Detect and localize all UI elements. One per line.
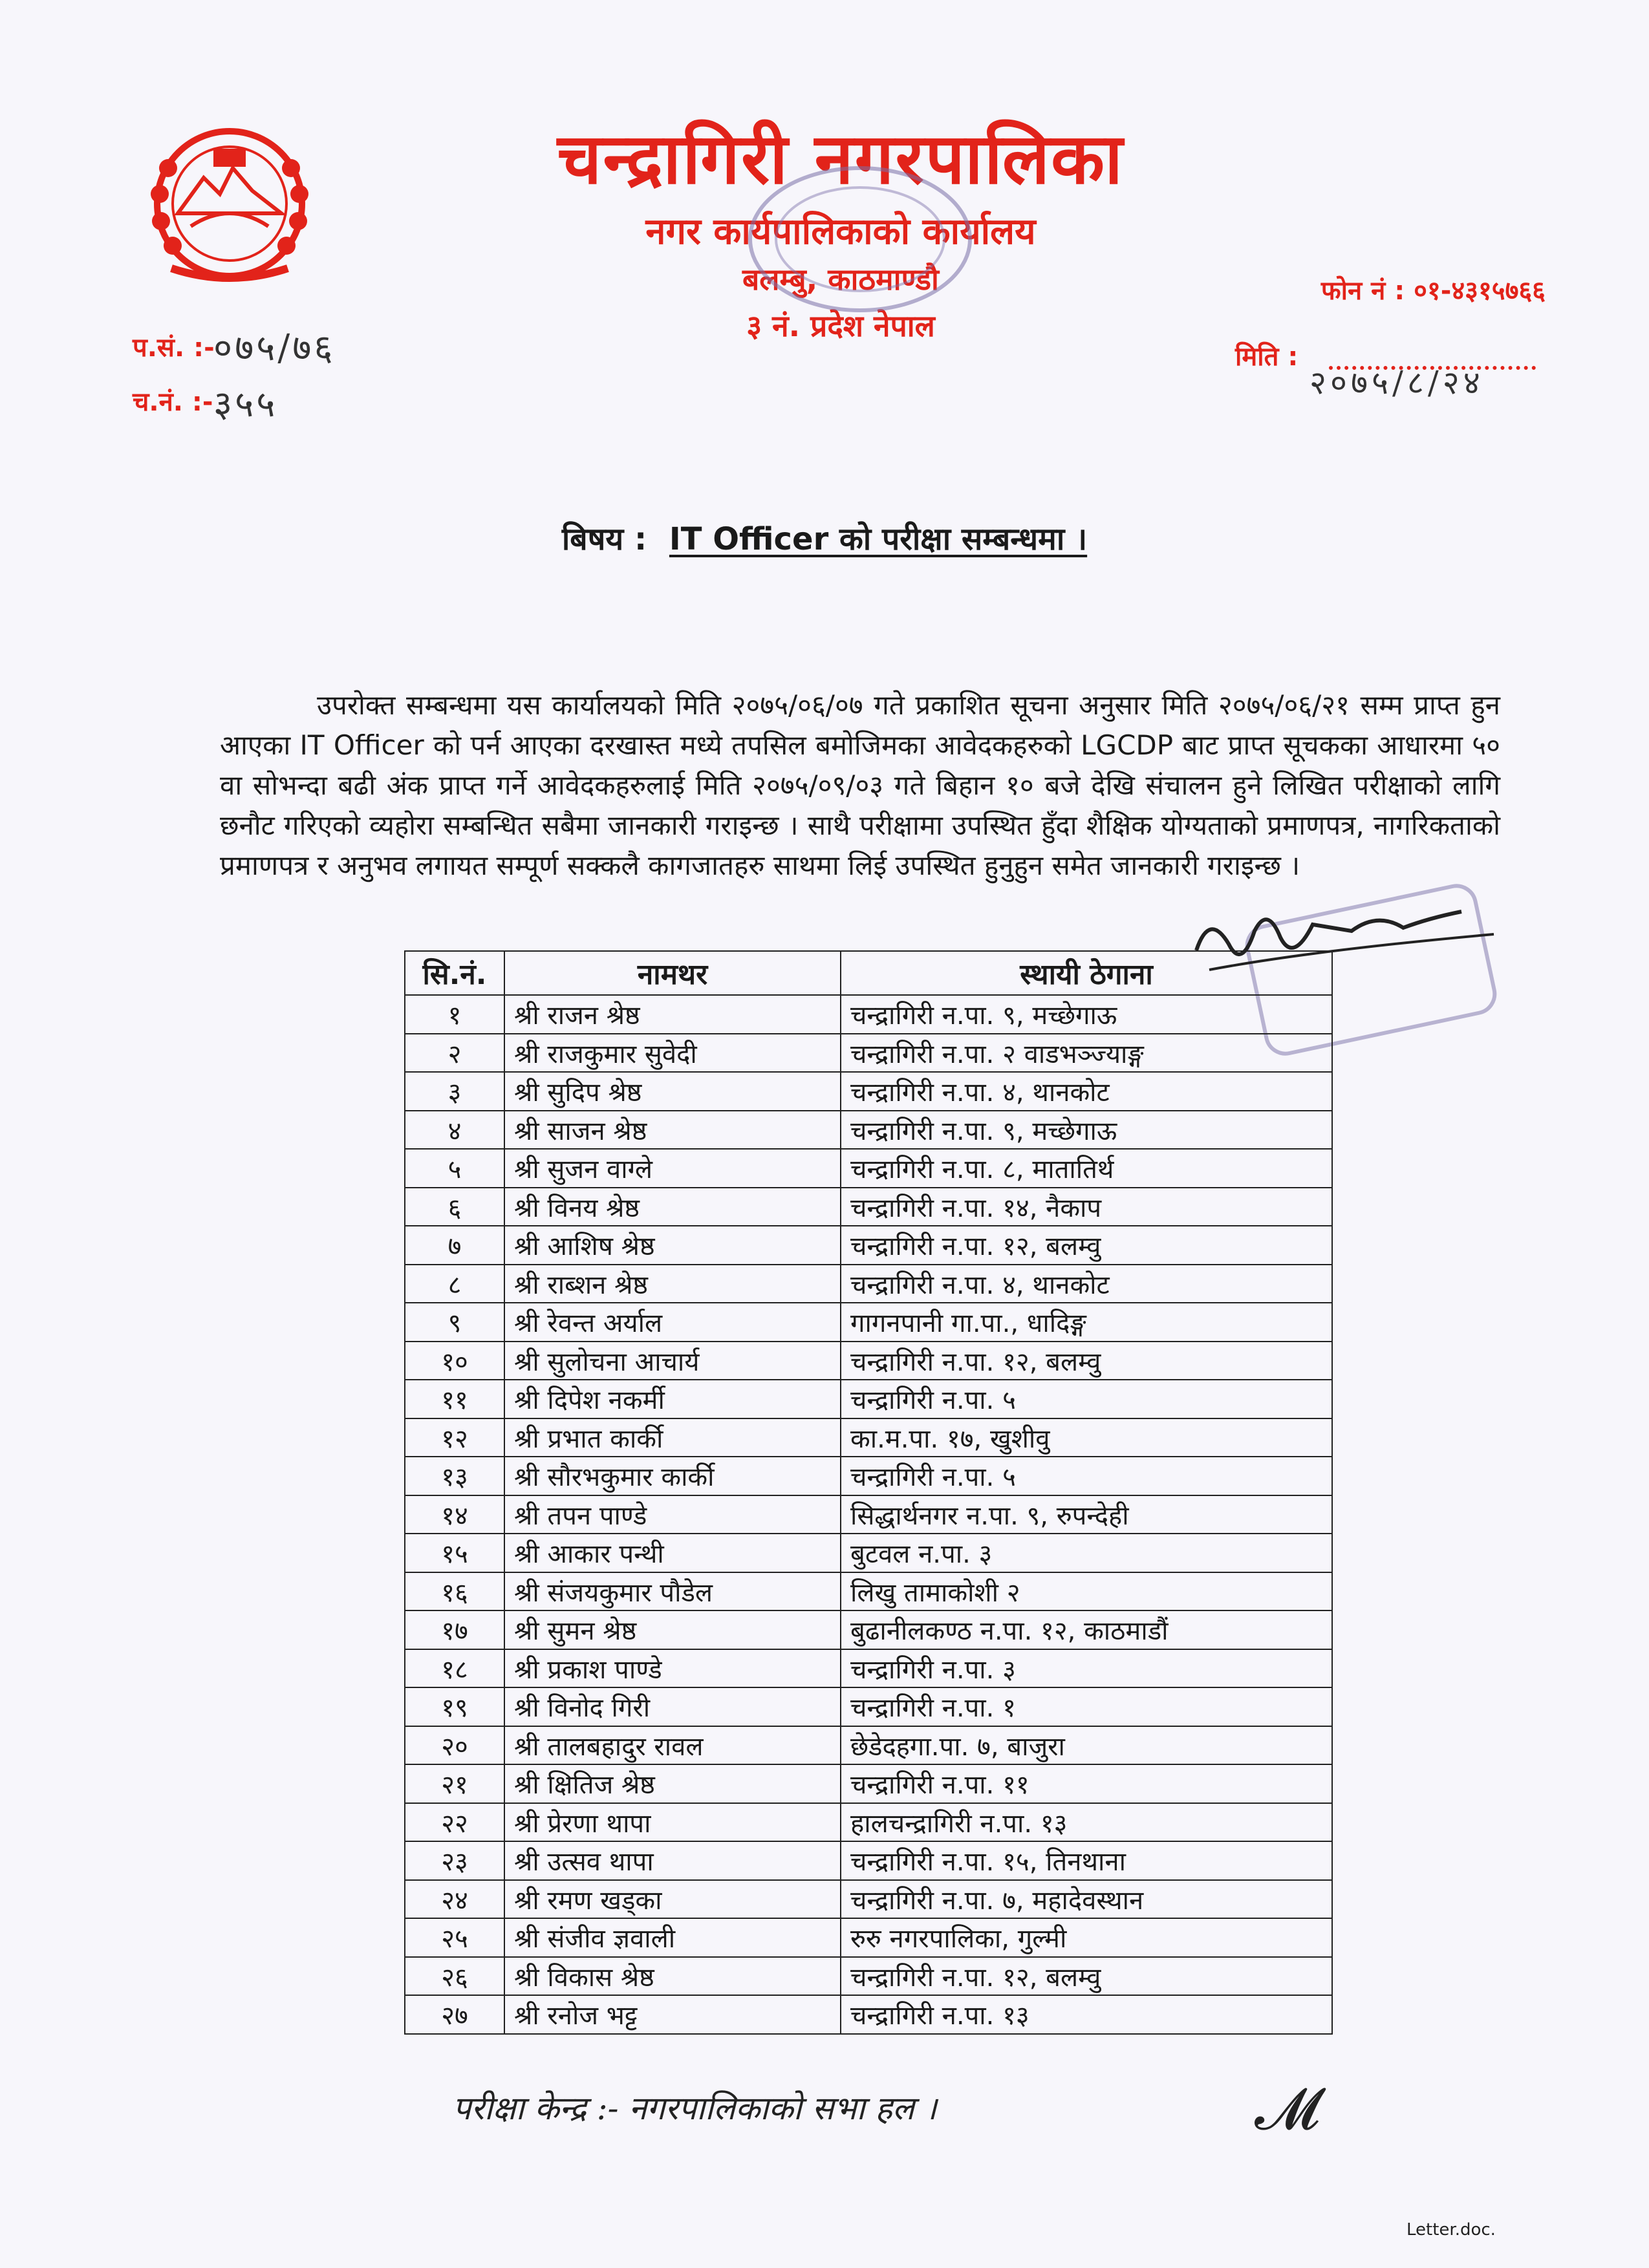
serial-cell: ११ (405, 1380, 504, 1418)
dispatch-label: च.नं. :- (133, 387, 213, 417)
name-cell: श्री सुमन श्रेष्ठ (504, 1610, 841, 1649)
name-cell: श्री राजन श्रेष्ठ (504, 995, 841, 1034)
name-cell: श्री रेवन्त अर्याल (504, 1303, 841, 1342)
name-cell: श्री सुजन वाग्ले (504, 1149, 841, 1188)
subject-line (0, 517, 1649, 559)
table-row (405, 1726, 1332, 1765)
serial-cell: २६ (405, 1957, 504, 1996)
address-cell: चन्द्रागिरी न.पा. २ वाडभञ्ज्याङ्ग (841, 1034, 1332, 1073)
address-cell: चन्द्रागिरी न.पा. ३ (841, 1649, 1332, 1688)
address-cell: चन्द्रागिरी न.पा. ५ (841, 1457, 1332, 1495)
table-row (405, 1495, 1332, 1534)
name-cell: श्री सुदिप श्रेष्ठ (504, 1072, 841, 1111)
address-cell: चन्द्रागिरी न.पा. १५, तिनथाना (841, 1841, 1332, 1880)
serial-cell: २७ (405, 1995, 504, 2034)
address-cell: चन्द्रागिरी न.पा. १ (841, 1687, 1332, 1726)
address-cell: चन्द्रागिरी न.पा. ९, मच्छेगाऊ (841, 995, 1332, 1034)
address-cell: चन्द्रागिरी न.पा. ८, मातातिर्थ (841, 1149, 1332, 1188)
reference-label: प.सं. :- (133, 333, 215, 363)
name-cell: श्री तालबहादुर रावल (504, 1726, 841, 1765)
table-row (405, 1111, 1332, 1150)
name-cell: श्री राब्शन श्रेष्ठ (504, 1265, 841, 1303)
serial-cell: १ (405, 995, 504, 1034)
address-cell: चन्द्रागिरी न.पा. १२, बलम्वु (841, 1957, 1332, 1996)
column-header-address: स्थायी ठेगाना (841, 951, 1332, 995)
name-cell: श्री सुलोचना आचार्य (504, 1342, 841, 1380)
name-cell: श्री साजन श्रेष्ठ (504, 1111, 841, 1150)
name-cell: श्री प्रकाश पाण्डे (504, 1649, 841, 1688)
address-cell: लिखु तामाकोशी २ (841, 1572, 1332, 1611)
serial-cell: ९ (405, 1303, 504, 1342)
address-cell: हालचन्द्रागिरी न.पा. १३ (841, 1803, 1332, 1842)
name-cell: श्री प्रेरणा थापा (504, 1803, 841, 1842)
address-cell: चन्द्रागिरी न.पा. ४, थानकोट (841, 1265, 1332, 1303)
office-stamp (724, 149, 996, 343)
subject-text: IT Officer को परीक्षा सम्बन्धमा । (669, 521, 1088, 557)
table-row (405, 1380, 1332, 1418)
subject-label: बिषय : (561, 521, 647, 557)
address-cell: चन्द्रागिरी न.पा. ११ (841, 1764, 1332, 1803)
name-cell: श्री राजकुमार सुवेदी (504, 1034, 841, 1073)
serial-cell: २० (405, 1726, 504, 1765)
table-row (405, 1149, 1332, 1188)
nepal-emblem-icon (133, 123, 327, 291)
name-cell: श्री रमण खड्का (504, 1880, 841, 1919)
applicants-table (404, 950, 1333, 2035)
table-row (405, 1034, 1332, 1073)
address-cell: का.म.पा. १७, खुशीवु (841, 1418, 1332, 1457)
serial-cell: ३ (405, 1072, 504, 1111)
table-row (405, 1342, 1332, 1380)
office-name: चन्द्रागिरी नगरपालिका (557, 119, 1125, 200)
name-cell: श्री क्षितिज श्रेष्ठ (504, 1764, 841, 1803)
table-row (405, 1188, 1332, 1226)
body-paragraph: उपरोक्त सम्बन्धमा यस कार्यालयको मिति २०७५/०६/०७ गते प्रकाशित सूचना अनुसार मिति २०७५/०६/२१ सम्म प्राप्त हुन आएका IT Officer को पर्न आएका दरखास्त मध्ये तपसिल बमोजिमका आवेदकहरुको LGCDP बाट प्राप्त सूचकका आधारमा ५० वा सोभन्दा बढी अंक प्राप्त गर्ने आवेदकहरुलाई मिति २०७५/०९/०३ गते बिहान १० बजे देखि संचालन हुने लिखित परीक्षाको लागि छनौट गरिएको व्यहोरा सम्बन्धित सबैमा जानकारी गराइन्छ । साथै परीक्षामा उपस्थित हुँदा शैक्षिक योग्यताको प्रमाणपत्र, नागरिकताको प्रमाणपत्र र अनुभव लगायत सम्पूर्ण सक्कलै कागजातहरु साथमा लिई उपस्थित हुनुहुन समेत जानकारी गराइन्छ । (220, 689, 1500, 881)
address-cell: चन्द्रागिरी न.पा. १२, बलम्वु (841, 1226, 1332, 1265)
date-value: २०७५/८/२४ (1310, 364, 1484, 401)
serial-cell: १८ (405, 1649, 504, 1688)
address-cell: छेडेदहगा.पा. ७, बाजुरा (841, 1726, 1332, 1765)
office-province: ३ नं. प्रदेश नेपाल (746, 308, 935, 343)
address-cell: बुढानीलकण्ठ न.पा. १२, काठमाडौं (841, 1610, 1332, 1649)
table-row (405, 1303, 1332, 1342)
table-row (405, 1418, 1332, 1457)
table-row (405, 1572, 1332, 1611)
table-row (405, 1880, 1332, 1919)
address-cell: चन्द्रागिरी न.पा. ९, मच्छेगाऊ (841, 1111, 1332, 1150)
table-row (405, 1265, 1332, 1303)
address-cell: चन्द्रागिरी न.पा. १३ (841, 1995, 1332, 2034)
address-cell: रुरु नगरपालिका, गुल्मी (841, 1918, 1332, 1957)
table-body (405, 995, 1332, 2034)
table-row (405, 1226, 1332, 1265)
address-cell: चन्द्रागिरी न.पा. १२, बलम्वु (841, 1342, 1332, 1380)
column-header-name: नामथर (504, 951, 841, 995)
address-cell: बुटवल न.पा. ३ (841, 1534, 1332, 1572)
table-row (405, 1957, 1332, 1996)
table-row (405, 1803, 1332, 1842)
phone-number: फोन नं : ०१-४३१५७६६ (1320, 276, 1546, 306)
name-cell: श्री विकास श्रेष्ठ (504, 1957, 841, 1996)
table-row (405, 995, 1332, 1034)
serial-cell: ८ (405, 1265, 504, 1303)
serial-cell: ५ (405, 1149, 504, 1188)
dispatch-number: ३५५ (213, 383, 278, 425)
serial-cell: १३ (405, 1457, 504, 1495)
table-row (405, 1918, 1332, 1957)
name-cell: श्री विनय श्रेष्ठ (504, 1188, 841, 1226)
serial-cell: १५ (405, 1534, 504, 1572)
table-header-row (405, 951, 1332, 995)
table-row (405, 1995, 1332, 2034)
address-cell: चन्द्रागिरी न.पा. ४, थानकोट (841, 1072, 1332, 1111)
serial-cell: १० (405, 1342, 504, 1380)
name-cell: श्री आकार पन्थी (504, 1534, 841, 1572)
serial-cell: २१ (405, 1764, 504, 1803)
name-cell: श्री तपन पाण्डे (504, 1495, 841, 1534)
address-cell: सिद्धार्थनगर न.पा. ९, रुपन्देही (841, 1495, 1332, 1534)
name-cell: श्री दिपेश नकर्मी (504, 1380, 841, 1418)
serial-cell: २२ (405, 1803, 504, 1842)
table-row (405, 1534, 1332, 1572)
serial-cell: ७ (405, 1226, 504, 1265)
serial-cell: २४ (405, 1880, 504, 1919)
file-name: Letter.doc. (1406, 2220, 1496, 2240)
serial-cell: १४ (405, 1495, 504, 1534)
address-cell: चन्द्रागिरी न.पा. १४, नैकाप (841, 1188, 1332, 1226)
table-row (405, 1457, 1332, 1495)
office-subtitle: नगर कार्यपालिकाको कार्यालय (645, 211, 1036, 253)
name-cell: श्री रनोज भट्ट (504, 1995, 841, 2034)
address-cell: चन्द्रागिरी न.पा. ७, महादेवस्थान (841, 1880, 1332, 1919)
serial-cell: ४ (405, 1111, 504, 1150)
serial-cell: १९ (405, 1687, 504, 1726)
serial-cell: २५ (405, 1918, 504, 1957)
serial-cell: २३ (405, 1841, 504, 1880)
serial-cell: ६ (405, 1188, 504, 1226)
serial-cell: १७ (405, 1610, 504, 1649)
address-cell: चन्द्रागिरी न.पा. ५ (841, 1380, 1332, 1418)
name-cell: श्री संजीव ज्ञवाली (504, 1918, 841, 1957)
serial-cell: १२ (405, 1418, 504, 1457)
name-cell: श्री विनोद गिरी (504, 1687, 841, 1726)
column-header-serial: सि.नं. (405, 951, 504, 995)
name-cell: श्री प्रभात कार्की (504, 1418, 841, 1457)
table-row (405, 1764, 1332, 1803)
name-cell: श्री आशिष श्रेष्ठ (504, 1226, 841, 1265)
handwritten-initial: 𝓜 (1255, 2075, 1320, 2143)
table-row (405, 1649, 1332, 1688)
office-address: बलम्बु, काठमाण्डौ (742, 262, 939, 297)
name-cell: श्री उत्सव थापा (504, 1841, 841, 1880)
table-row (405, 1072, 1332, 1111)
table-row (405, 1841, 1332, 1880)
address-cell: गागनपानी गा.पा., धादिङ्ग (841, 1303, 1332, 1342)
serial-cell: १६ (405, 1572, 504, 1611)
name-cell: श्री सौरभकुमार कार्की (504, 1457, 841, 1495)
table-row (405, 1687, 1332, 1726)
reference-number: ०७५/७६ (213, 327, 336, 369)
date-label: मिति : (1235, 342, 1299, 372)
name-cell: श्री संजयकुमार पौडेल (504, 1572, 841, 1611)
table-row (405, 1610, 1332, 1649)
exam-centre-note: परीक्षा केन्द्र :- नगरपालिकाको सभा हल । (453, 2090, 937, 2127)
serial-cell: २ (405, 1034, 504, 1073)
